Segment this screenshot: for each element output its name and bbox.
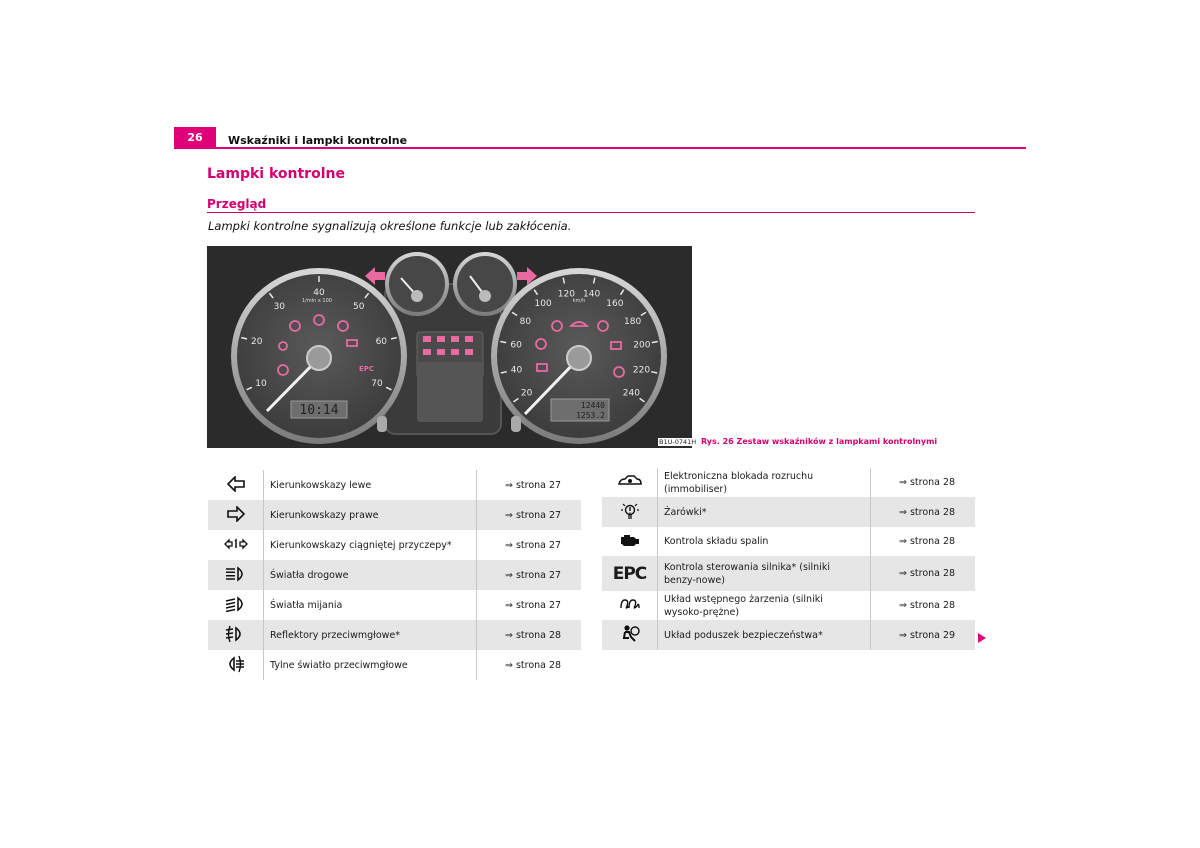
page-reference-text: strona 27 [515,569,562,581]
epc-lamp-label: EPC [359,365,375,373]
tachometer-tick-label: 10 [255,379,267,389]
lamp-description: Kierunkowskazy lewe [264,470,477,500]
lamp-description: Kierunkowskazy ciągniętej przyczepy* [264,530,477,560]
clock-value: 10:14 [299,403,339,418]
odometer-value: 12440 [580,401,605,410]
tachometer-tick-label: 30 [273,301,286,312]
tachometer-tick-label: 50 [352,301,365,312]
lamp-description: Żarówki* [658,497,871,527]
header-rule [216,147,1026,149]
section-title: Lampki kontrolne [207,166,345,182]
epc-icon-text: EPC [612,563,647,584]
front-fog-icon [208,620,264,650]
speedometer-tick-label: 100 [534,299,552,309]
table-row [208,590,581,620]
subsection-rule [207,212,975,213]
center-display [417,362,483,422]
tachometer-hub [307,346,331,370]
lamp-description: Tylne światło przeciwmgłowe [264,650,477,680]
page-reference-text: strona 28 [909,568,956,579]
table-row [208,470,581,500]
glow-plug-icon [602,591,658,620]
page-reference-text: strona 28 [515,629,562,641]
page-number: 26 [174,127,216,149]
table-row [602,556,975,591]
lamp-description: Elektroniczna blokada rozruchu (immobiliser) [658,468,871,497]
speedometer-tick-label: 20 [520,388,533,399]
page-reference-text: strona 27 [515,509,562,521]
speedometer-tick-label: 180 [624,317,642,327]
arrow-reference-icon: ⇒ [505,569,513,581]
lamp-description: Światła drogowe [264,560,477,590]
tachometer-tick-label: 60 [375,337,388,348]
table-row [208,530,581,560]
arrow-reference-icon: ⇒ [899,600,907,611]
page-reference[interactable] [871,620,976,650]
left-knob [377,416,387,432]
lamp-description: Kontrola sterowania silnika* (silniki benzy-nowe) [658,556,871,591]
page-reference[interactable] [477,590,582,620]
table-row [602,620,975,650]
trip-value: 1253.2 [576,411,605,420]
page-reference[interactable] [477,500,582,530]
page-reference-text: strona 29 [909,629,956,641]
speedometer-tick-label: 60 [510,340,522,351]
arrow-reference-icon: ⇒ [899,629,907,641]
page-reference[interactable] [871,591,976,620]
speedometer-unit: km/h [572,298,586,304]
page-reference-text: strona 27 [515,479,562,491]
figure-code: B1U-0741H [659,438,697,446]
instrument-cluster-figure [207,246,692,448]
continue-arrow-icon [978,633,986,643]
speedometer-tick-label: 220 [632,365,651,376]
turn-left-icon [208,470,264,500]
page-reference-text: strona 28 [909,506,956,518]
tachometer-tick-label: 20 [250,337,263,348]
table-row [602,527,975,556]
lamp-description: Reflektory przeciwmgłowe* [264,620,477,650]
speedometer-tick-label: 240 [622,388,640,399]
chapter-title: Wskaźniki i lampki kontrolne [228,134,408,147]
airbag-icon [602,620,658,650]
high-beam-icon [208,560,264,590]
speedometer-tick-label: 140 [583,289,601,300]
page-reference[interactable] [477,530,582,560]
low-beam-icon [208,590,264,620]
arrow-reference-icon: ⇒ [505,509,513,521]
bulb-icon [602,497,658,527]
arrow-reference-icon: ⇒ [899,477,907,488]
table-row [602,591,975,620]
page-reference[interactable] [871,468,976,497]
arrow-reference-icon: ⇒ [505,659,513,671]
warning-lamps-table-left [208,470,581,680]
arrow-reference-icon: ⇒ [505,539,513,551]
page-reference-text: strona 28 [515,659,562,671]
page-reference[interactable] [477,470,582,500]
trailer-turn-icon [208,530,264,560]
page-reference[interactable] [871,497,976,527]
page-reference[interactable] [477,650,582,680]
page-reference-text: strona 28 [909,600,956,611]
table-row [208,560,581,590]
arrow-reference-icon: ⇒ [899,536,907,547]
engine-icon [602,527,658,556]
tachometer-tick-label: 70 [371,379,383,389]
rear-fog-icon [208,650,264,680]
immobiliser-icon [602,468,658,497]
table-row [602,468,975,497]
lamp-description: Kontrola składu spalin [658,527,871,556]
arrow-reference-icon: ⇒ [505,599,513,611]
tachometer-tick-label: 40 [313,288,325,298]
instrument-cluster-illustration [207,246,692,448]
arrow-reference-icon: ⇒ [505,629,513,641]
page-reference-text: strona 28 [909,477,956,488]
speedometer-tick-label: 120 [557,289,575,300]
speedometer-tick-label: 160 [606,299,624,309]
speedometer-tick-label: 40 [510,365,523,376]
table-row [602,497,975,527]
table-row [208,650,581,680]
epc-icon [602,556,658,591]
page-reference[interactable] [871,527,976,556]
figure-caption: Rys. 26 Zestaw wskaźników z lampkami kontrolnymi [701,437,938,446]
page-reference-text: strona 27 [515,599,562,611]
lamp-description: Kierunkowskazy prawe [264,500,477,530]
lamp-description: Układ wstępnego żarzenia (silniki wysoko-prężne) [658,591,871,620]
page-reference-text: strona 28 [909,536,956,547]
table-row [208,500,581,530]
lamp-description: Światła mijania [264,590,477,620]
arrow-reference-icon: ⇒ [505,479,513,491]
arrow-reference-icon: ⇒ [899,506,907,518]
arrow-reference-icon: ⇒ [899,568,907,579]
page-reference-text: strona 27 [515,539,562,551]
speedometer-hub [567,346,591,370]
lamp-description: Układ poduszek bezpieczeństwa* [658,620,871,650]
page-reference[interactable] [477,560,582,590]
table-row [208,620,581,650]
warning-lamps-table-right [602,468,975,650]
subsection-title: Przegląd [207,197,267,211]
speedometer-tick-label: 80 [519,317,532,327]
speedometer-tick-label: 200 [633,340,651,351]
intro-text: Lampki kontrolne sygnalizują określone funkcje lub zakłócenia. [208,219,572,233]
page-reference[interactable] [871,556,976,591]
right-knob [511,416,521,432]
tachometer-unit: 1/min x 100 [302,298,332,304]
turn-right-icon [208,500,264,530]
page-reference[interactable] [477,620,582,650]
